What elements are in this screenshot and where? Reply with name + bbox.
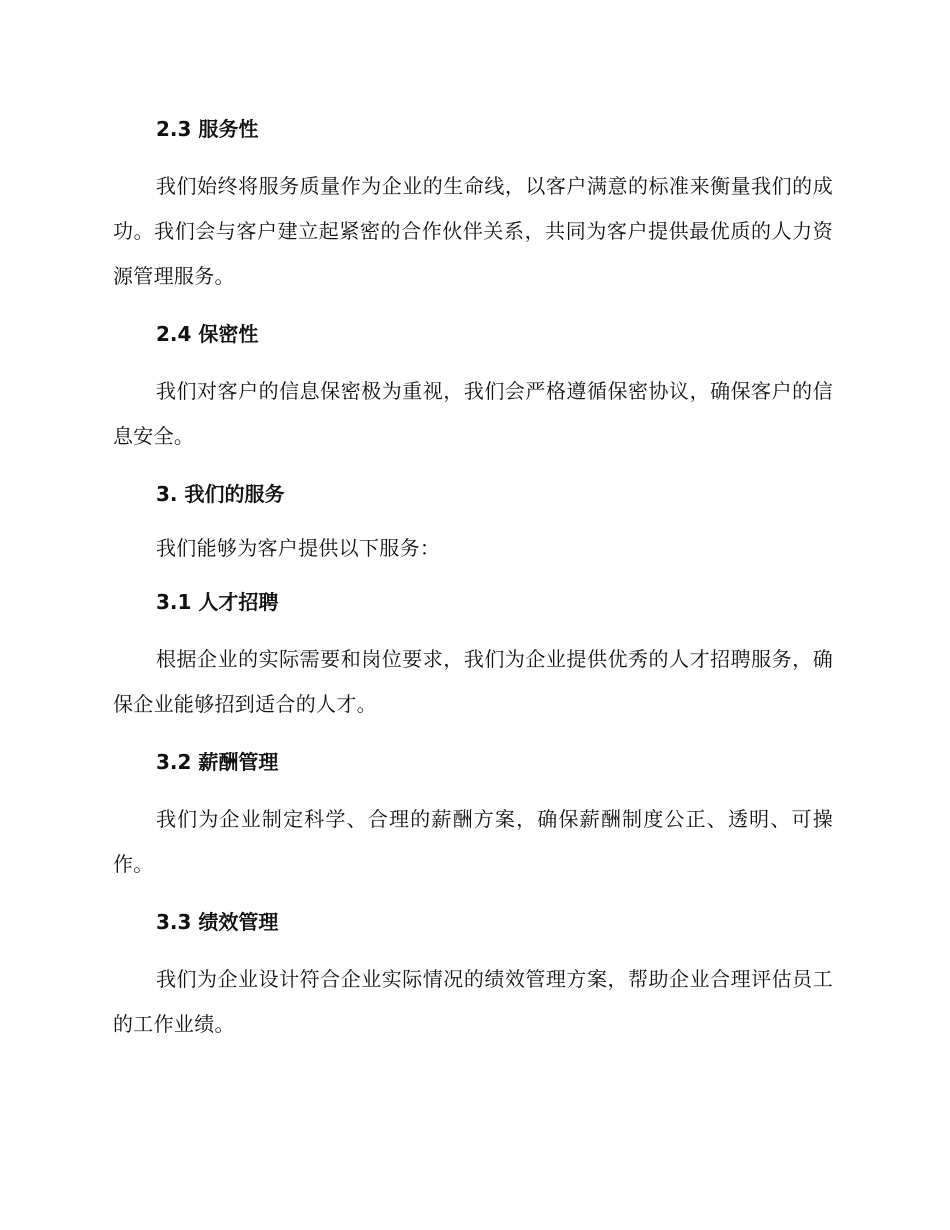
section-body-3: 我们能够为客户提供以下服务： [156, 536, 441, 560]
section-body-3-1: 根据企业的实际需要和岗位要求，我们为企业提供优秀的人才招聘服务，确保企业能够招到适合的人才。 [113, 647, 833, 716]
section-heading-3-1: 3.1 人才招聘 [156, 590, 279, 614]
section-body-2-4: 我们对客户的信息保密极为重视，我们会严格遵循保密协议，确保客户的信息安全。 [113, 379, 833, 448]
section-heading-3: 3. 我们的服务 [156, 482, 285, 506]
section-heading-2-3: 2.3 服务性 [156, 117, 259, 141]
section-heading-3-2: 3.2 薪酬管理 [156, 750, 279, 774]
section-body-3-2: 我们为企业制定科学、合理的薪酬方案，确保薪酬制度公正、透明、可操作。 [113, 807, 833, 876]
document-content [113, 110, 833, 1063]
section-body-2-3: 我们始终将服务质量作为企业的生命线，以客户满意的标准来衡量我们的成功。我们会与客户建立起紧密的合作伙伴关系，共同为客户提供最优质的人力资源管理服务。 [113, 174, 833, 288]
section-heading-2-4: 2.4 保密性 [156, 322, 259, 346]
section-body-3-3: 我们为企业设计符合企业实际情况的绩效管理方案，帮助企业合理评估员工的工作业绩。 [113, 967, 833, 1036]
section-heading-3-3: 3.3 绩效管理 [156, 910, 279, 934]
